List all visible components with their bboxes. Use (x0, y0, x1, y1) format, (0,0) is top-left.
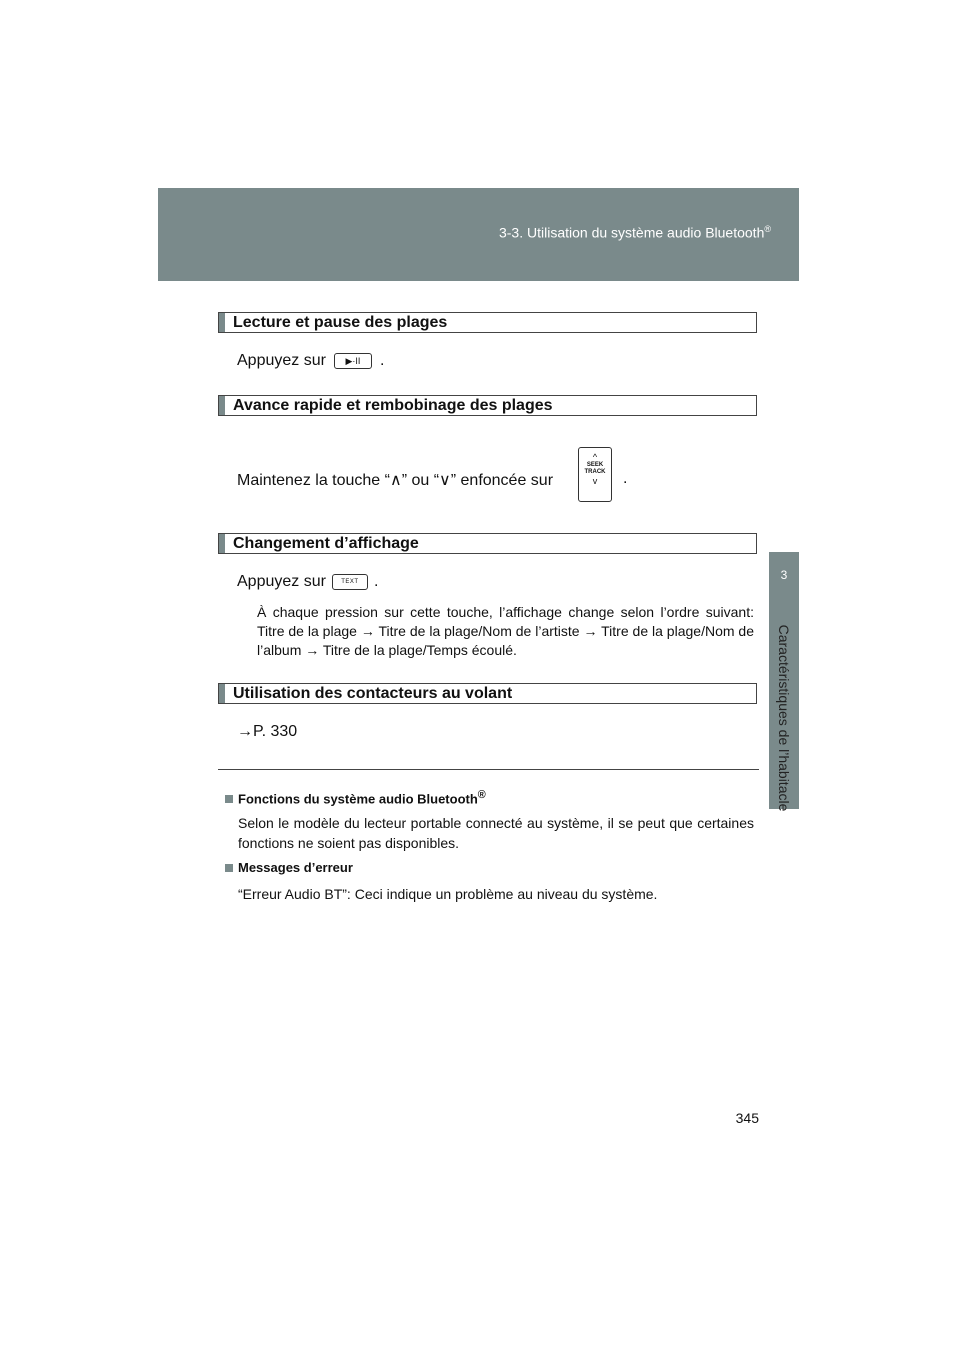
note-body-errors: “Erreur Audio BT”: Ceci indique un problème au niveau du système. (238, 886, 658, 902)
text-instruction: Appuyez sur TEXT . (237, 573, 379, 590)
text-button-icon: TEXT (332, 574, 368, 590)
square-bullet-icon (225, 864, 233, 872)
square-bullet-icon (225, 795, 233, 803)
chapter-label: Caractéristiques de l’habitacle (776, 624, 792, 812)
display-order-paragraph: À chaque pression sur cette touche, l’affichage change selon l’ordre suivant: Titre de la plage → Titre de la plage/Nom de l’artiste → Titre de la plage/Nom de l’album → Titre de la plage/Temps écoulé. (257, 604, 754, 658)
page-number: 345 (735, 1110, 759, 1126)
header-section-title: 3-3. Utilisation du système audio Bluetooth® (498, 224, 771, 241)
notes-divider (218, 769, 759, 770)
header-band (158, 188, 799, 281)
section-heading-play-pause: Lecture et pause des plages (218, 312, 757, 333)
note-heading-errors: Messages d’erreur (225, 860, 353, 875)
play-instruction: Appuyez sur ▶·II . (237, 352, 385, 369)
seek-instruction-end: . (623, 470, 628, 487)
seek-track-button-icon: ^ SEEK TRACK v (578, 447, 612, 502)
seek-instruction: Maintenez la touche “∧” ou “∨” enfoncée sur (237, 472, 554, 489)
section-heading-seek: Avance rapide et rembobinage des plages (218, 395, 757, 416)
steering-page-reference: →P. 330 (237, 723, 298, 740)
section-heading-display: Changement d’affichage (218, 533, 757, 554)
section-heading-steering: Utilisation des contacteurs au volant (218, 683, 757, 704)
note-heading-functions: Fonctions du système audio Bluetooth® (225, 789, 486, 806)
note-body-functions: Selon le modèle du lecteur portable connecté au système, il se peut que certaines fonctions ne soient pas disponibles. (238, 815, 754, 851)
play-pause-button-icon: ▶·II (334, 353, 372, 369)
chapter-number: 3 (780, 568, 788, 582)
